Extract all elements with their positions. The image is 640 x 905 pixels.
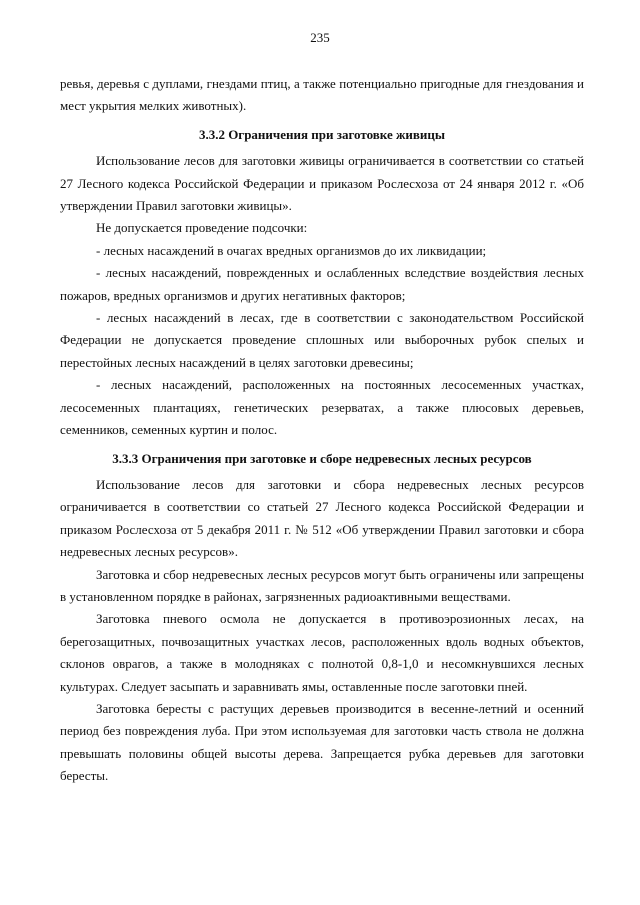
paragraph: Заготовка бересты с растущих деревьев производится в весенне-летний и осенний период без повреждения луба. При этом используемая для заготовки часть ствола не должна превышать половины общей высоты дерева. Запрещается рубка деревьев для заготовки бересты. xyxy=(60,700,584,784)
paragraph: Заготовка пневого осмола не допускается в противоэрозионных лесах, на берегозащитных, почвозащитных участках лесов, расположенных вдоль водных объектов, склонов оврагов, а также в молодняках с полнотой 0,8-1,0 и несомкнувшихся лесных культурах. Следует засыпать и заравнивать ямы, оставленные после заготовки пней. xyxy=(60,611,584,694)
paragraph: Использование лесов для заготовки и сбора недревесных лесных ресурсов ограничивается в соответствии со статьей 27 Лесного кодекса Российской Федерации и приказом Рослесхоза от 5 декабря 2011 г. № 512 «Об утверждении Правил заготовки и сбора недревесных лесных ресурсов». xyxy=(60,476,584,560)
list-item: - лесных насаждений в очагах вредных организмов до их ликвидации; xyxy=(96,242,487,258)
section-heading-resin: 3.3.2 Ограничения при заготовке живицы xyxy=(198,126,446,142)
intro-paragraph: ревья, деревья с дуплами, гнездами птиц, а также потенциально пригодные для гнездования и мест укрытия мелких животных). xyxy=(60,76,584,114)
page-number: 235 xyxy=(310,30,330,45)
paragraph: Заготовка и сбор недревесных лесных ресурсов могут быть ограничены или запрещены в установленном порядке в районах, загрязненных радиоактивными веществами. xyxy=(60,566,584,604)
list-item: - лесных насаждений, расположенных на постоянных лесосеменных участках, лесосеменных плантациях, генетических резерватах, а также плюсовых деревьев, семенников, семенных куртин и полос. xyxy=(60,377,584,438)
list-item: - лесных насаждений, поврежденных и ослабленных вследствие воздействия лесных пожаров, вредных организмов и других негативных факторов; xyxy=(60,265,584,303)
list-item: - лесных насаждений в лесах, где в соответствии с законодательством Российской Федерации не допускается проведение сплошных или выборочных рубок спелых и перестойных лесных насаждений в целях заготовки древесины; xyxy=(60,310,584,370)
section-heading-non-timber: 3.3.3 Ограничения при заготовке и сборе недревесных лесных ресурсов xyxy=(112,450,532,466)
document-body xyxy=(60,73,584,788)
paragraph: Не допускается проведение подсочки: xyxy=(96,220,308,236)
paragraph: Использование лесов для заготовки живицы ограничивается в соответствии со статьей 27 Лесного кодекса Российской Федерации и приказом Рослесхоза от 24 января 2012 г. «Об утверждении Правил заготовки живицы». xyxy=(60,153,584,214)
